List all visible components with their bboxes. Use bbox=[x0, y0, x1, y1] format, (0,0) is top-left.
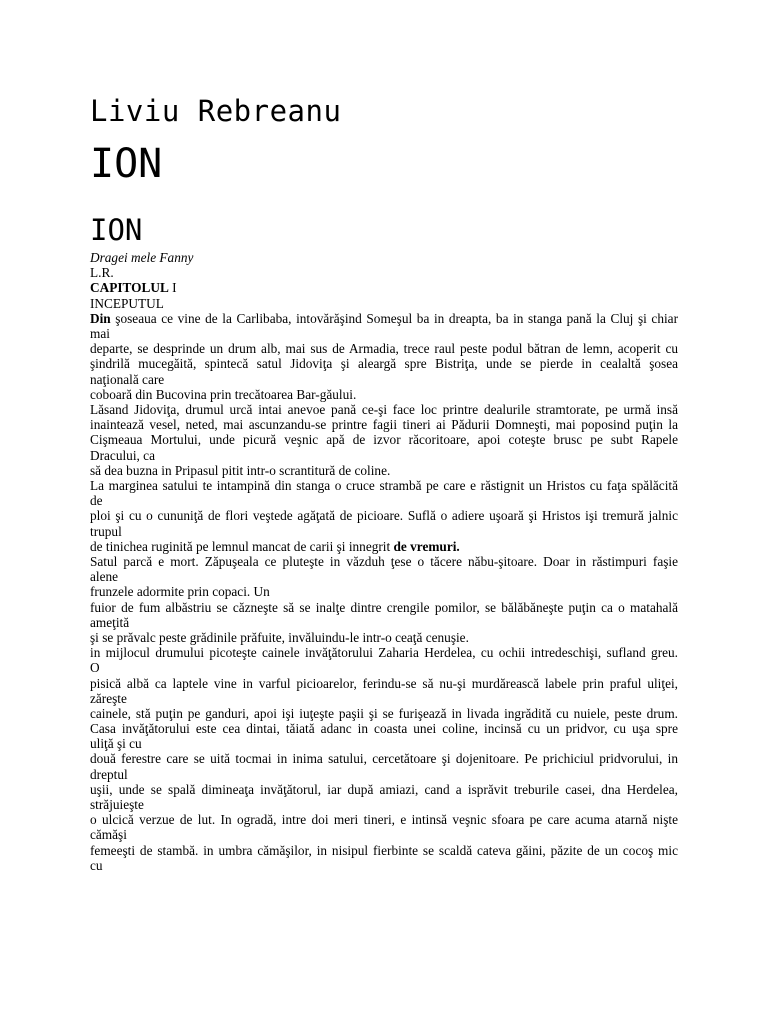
paragraph-line: cu bbox=[90, 857, 103, 873]
chapter-title: INCEPUTUL bbox=[90, 295, 164, 311]
paragraph-line: o ulcică verzue de lut. In ogradă, intre doi meri tineri, e intinsă veşnic sfoara pe care acuma atarnă nişte bbox=[90, 812, 678, 828]
initials: L.R. bbox=[90, 265, 114, 281]
paragraph-line: ameţită bbox=[90, 614, 130, 630]
book-title-large: ION bbox=[90, 141, 163, 187]
paragraph-line: coboară din Bucovina prin trecătoarea Bar-găului. bbox=[90, 386, 357, 402]
paragraph-line: frunzele adormite prin copaci. Un bbox=[90, 584, 270, 600]
paragraph-line: uliţă şi cu bbox=[90, 736, 142, 752]
paragraph-line: uşii, unde se spală dimineaţa invăţătorul, iar după amiazi, cand a isprăvit treburile casei, dna Herdelea, bbox=[90, 781, 678, 797]
bold-phrase: de vremuri. bbox=[393, 538, 460, 554]
paragraph-line: ploi şi cu o cununiţă de flori veştede agăţată de picioare. Suflă o adiere uşoară şi Hristos işi tremură jalnic bbox=[90, 508, 678, 524]
paragraph-line: alene bbox=[90, 569, 119, 585]
paragraph-line: La marginea satului te intampină din stanga o cruce strambă pe care e răstignit un Hristos cu faţa spălăcită bbox=[90, 477, 678, 493]
paragraph-line: femeeşti de stambă. in umbra cămăşilor, in nisipul fierbinte se scaldă cateva găini, păzite de un cocoş mic bbox=[90, 842, 678, 858]
document-body bbox=[90, 250, 678, 873]
paragraph-line: naţională care bbox=[90, 371, 165, 387]
paragraph-line: de tinichea ruginită pe lemnul mancat de carii şi innegrit de vremuri. bbox=[90, 538, 460, 554]
paragraph-line: trupul bbox=[90, 523, 122, 539]
chapter-heading bbox=[90, 280, 678, 295]
paragraph-line: zăreşte bbox=[90, 690, 127, 706]
book-title-small: ION bbox=[90, 213, 143, 247]
paragraph-line: departe, se desprinde un drum alb, mai sus de Armadia, trece raul peste podul bătran de lemn, acoperit cu bbox=[90, 341, 678, 357]
paragraph-line: şindrilă mucegăită, spintecă satul Jidoviţa şi aleargă spre Bistriţa, unde se pierde in cealaltă şosea bbox=[90, 356, 678, 372]
paragraph-line: inaintează vesel, neted, mai ascunzandu-se printre fagii tineri ai Pădurii Domneşti, mai poposind puţin la bbox=[90, 417, 678, 433]
paragraph-line: fuior de fum albăstriu se căzneşte să se inalţe dintre crengile pomilor, se bălăbăneşte puţin ca o matahală bbox=[90, 599, 678, 615]
paragraph-line: Casa invăţătorului este cea dintai, tăiată adanc in coasta unei coline, incinsă cu un pridvor, cu uşa spre bbox=[90, 721, 678, 737]
first-word: Din bbox=[90, 310, 111, 326]
paragraph-line: să dea buzna in Pripasul pitit intr-o scrantitură de coline. bbox=[90, 462, 391, 478]
paragraph-line: două ferestre care se uită tocmai in inima satului, cercetătoare şi dojenitoare. Pe prichiciul pridvorului, in bbox=[90, 751, 678, 767]
author-name: Liviu Rebreanu bbox=[90, 94, 342, 128]
paragraph-line: şi se prăvalc peste grădinile prăfuite, invăluindu-le intr-o ceaţă cenuşie. bbox=[90, 629, 469, 645]
paragraph-line: pisică albă ca laptele vine in varful picioarelor, ferindu-se să nu-şi murdărească labele prin praful uliţei, bbox=[90, 675, 678, 691]
paragraph-line: străjuieşte bbox=[90, 797, 144, 813]
paragraph-line: Satul parcă e mort. Zăpuşeala ce pluteşte in văzduh ţese o tăcere năbu-şitoare. Doar in răstimpuri faşie bbox=[90, 553, 678, 569]
paragraph-line: dreptul bbox=[90, 766, 128, 782]
paragraph-line: mai bbox=[90, 326, 110, 341]
paragraph-line: cainele, stă puţin pe ganduri, apoi işi iuţeşte paşii şi se furişează in livada ingrădită cu nuiele, peste drum. bbox=[90, 705, 678, 721]
paragraph-line: Lăsand Jidoviţa, drumul urcă intai anevoe pană ce-şi face loc printre dealurile stramtorate, pe urmă insă bbox=[90, 401, 678, 417]
paragraph-line: Dracului, ca bbox=[90, 447, 155, 463]
chapter-word: CAPITOLUL bbox=[90, 280, 169, 296]
paragraph-line: Cişmeaua Mortului, unde picură veşnic apă de izvor răcoritoare, apoi coteşte brusc pe subt Rapele bbox=[90, 432, 678, 448]
paragraph-line: cămăşi bbox=[90, 827, 127, 843]
paragraph-line: Din şoseaua ce vine de la Carlibaba, intovărăşind Someşul ba in dreapta, ba in stanga pană la Cluj şi chiar bbox=[90, 310, 678, 326]
paragraph-line: de bbox=[90, 493, 103, 509]
chapter-number: I bbox=[168, 280, 177, 296]
paragraph-line: O bbox=[90, 660, 100, 676]
paragraph-line: in mijlocul drumului picoteşte cainele invăţătorului Zaharia Herdelea, cu ochii intredeschişi, sufland greu. bbox=[90, 645, 678, 661]
dedication: Dragei mele Fanny bbox=[90, 250, 194, 265]
